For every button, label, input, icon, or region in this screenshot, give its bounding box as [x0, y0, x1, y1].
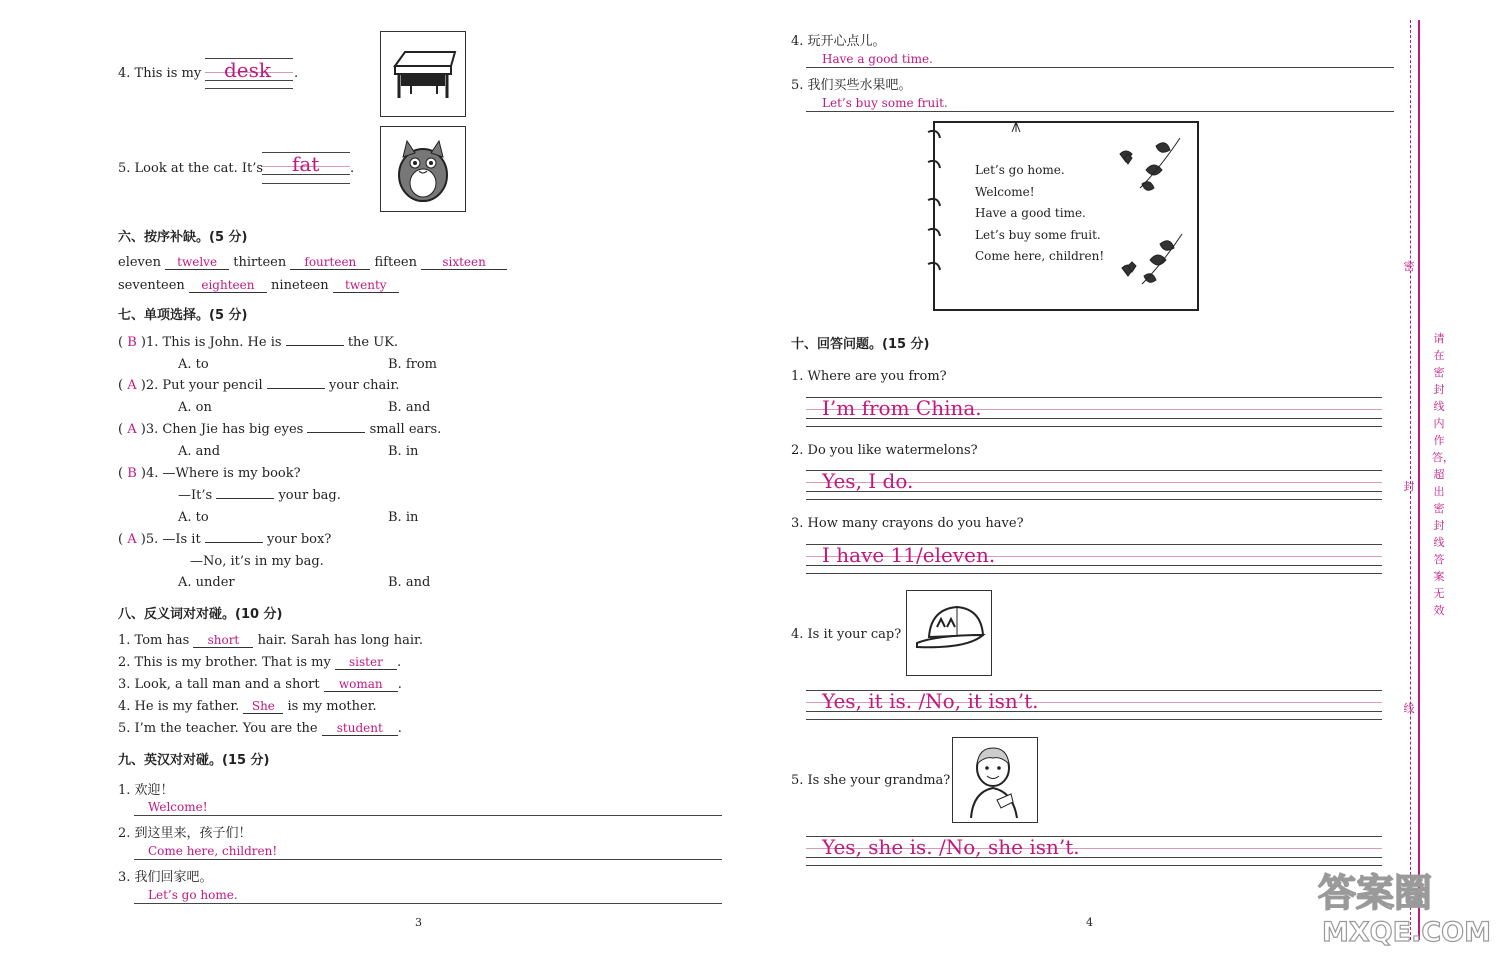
writing-line [806, 865, 1382, 866]
question-answer: I have 11/eleven. [822, 543, 996, 567]
question: 1. Where are you from? [791, 369, 947, 384]
translation-question: 4. 玩开心点儿。 [791, 34, 886, 49]
translation-question: 2. 到这里来，孩子们！ [118, 826, 252, 841]
sec6-row2 [118, 278, 399, 293]
q4-answer: desk [224, 58, 272, 82]
sequence-word: thirteen [233, 255, 287, 270]
translation-question: 5. 我们买些水果吧。 [791, 78, 912, 93]
notebook-illustration [920, 118, 1205, 313]
section-10-title: 十、回答问题。(15 分) [791, 337, 930, 352]
writing-line [205, 88, 293, 89]
question: 3. How many crayons do you have? [791, 516, 1024, 531]
sec6-row1 [118, 255, 507, 270]
seal-mark: 封 [1403, 480, 1415, 493]
antonym-item: 1. Tom has short hair. Sarah has long hair. [118, 633, 423, 648]
seal-notice: 请在密封线内作答，超出密封线答案无效 [1432, 332, 1454, 617]
answer-line [134, 903, 722, 904]
answer-line [134, 859, 722, 860]
mc-option-b: B. and [388, 575, 431, 590]
writing-line [806, 719, 1382, 720]
notebook-line: Let’s go home. [975, 163, 1065, 177]
question-answer: Yes, it is. /No, it isn’t. [822, 689, 1039, 713]
question: 5. Is she your grandma? [791, 773, 951, 788]
sequence-word: nineteen [271, 278, 329, 293]
cap-picture [906, 590, 992, 676]
mc-item-5-sub: —No, it’s in my bag. [190, 554, 324, 569]
page-number: 4 [1086, 916, 1093, 929]
mc-item-1: ( B )1. This is John. He is the UK. [118, 335, 399, 350]
antonym-item: 2. This is my brother. That is my sister . [118, 655, 402, 670]
mc-item-3: ( A )3. Chen Jie has big eyes small ears. [118, 422, 442, 437]
sequence-answer: fourteen [290, 255, 370, 270]
antonym-item: 3. Look, a tall man and a short woman . [118, 677, 402, 692]
question-answer: Yes, I do. [822, 469, 914, 493]
mc-item-2: ( A )2. Put your pencil your chair. [118, 378, 400, 393]
sequence-answer: sixteen [421, 255, 507, 270]
watermark-url: MXQE.COM [1322, 917, 1491, 948]
mc-option-b: B. from [388, 357, 437, 372]
q5-end: . [350, 161, 355, 176]
writing-line [806, 499, 1382, 500]
notebook-line: Come here, children! [975, 249, 1105, 263]
question-answer: I’m from China. [822, 396, 982, 420]
sequence-word: seventeen [118, 278, 185, 293]
writing-line [806, 426, 1382, 427]
notebook-text [975, 160, 1104, 268]
page-number: 3 [415, 916, 422, 929]
antonym-item: 4. He is my father. She is my mother. [118, 699, 377, 714]
sequence-answer: twenty [333, 278, 399, 293]
sequence-word: fifteen [374, 255, 417, 270]
mc-option-a: A. to [178, 357, 209, 372]
section-8-title: 八、反义词对对碰。(10 分) [118, 607, 283, 622]
sequence-word: eleven [118, 255, 161, 270]
answer-line [806, 111, 1394, 112]
mc-option-b: B. in [388, 510, 419, 525]
cat-picture [380, 126, 466, 212]
question: 2. Do you like watermelons? [791, 443, 978, 458]
section-6-title: 六、按序补缺。(5 分) [118, 230, 248, 245]
seal-mark: 密 [1403, 260, 1415, 273]
writing-line [806, 573, 1382, 574]
translation-answer: Welcome! [148, 800, 208, 814]
seal-line [1418, 20, 1420, 940]
translation-answer: Let’s buy some fruit. [822, 96, 948, 110]
notebook-line: Have a good time. [975, 206, 1086, 220]
question-answer: Yes, she is. /No, she isn’t. [822, 835, 1080, 859]
translation-question: 3. 我们回家吧。 [118, 870, 213, 885]
watermark-logo: 答案圈 [1318, 871, 1433, 915]
q4-text: 4. This is my [118, 66, 202, 81]
sequence-answer: twelve [165, 255, 229, 270]
translation-question: 1. 欢迎！ [118, 783, 174, 798]
desk-picture [380, 31, 466, 117]
q4-end: . [294, 66, 299, 81]
writing-line [262, 183, 350, 184]
answer-line [134, 815, 722, 816]
question: 4. Is it your cap? [791, 627, 902, 642]
antonym-item: 5. I’m the teacher. You are the student . [118, 721, 402, 736]
section-7-title: 七、单项选择。(5 分) [118, 308, 248, 323]
notebook-line: Let’s buy some fruit. [975, 227, 1101, 242]
answer-line [806, 67, 1394, 68]
q5-answer: fat [292, 152, 320, 176]
mc-option-a: A. under [178, 575, 235, 590]
mc-item-4: ( B )4. —Where is my book? [118, 466, 301, 481]
seal-mark: 线 [1403, 702, 1415, 715]
mc-option-a: A. on [178, 400, 212, 415]
sequence-answer: eighteen [189, 278, 267, 293]
mc-item-5: ( A )5. —Is it your box? [118, 532, 332, 547]
mc-option-a: A. to [178, 510, 209, 525]
section-9-title: 九、英汉对对碰。(15 分) [118, 753, 270, 768]
mc-option-b: B. in [388, 444, 419, 459]
translation-answer: Let’s go home. [148, 888, 238, 902]
mc-item-4-sub: —It’s your bag. [178, 488, 341, 503]
q5-text: 5. Look at the cat. It’s [118, 161, 264, 176]
translation-answer: Come here, children! [148, 844, 278, 858]
notebook-line: Welcome! [975, 184, 1035, 199]
grandma-picture [952, 737, 1038, 823]
translation-answer: Have a good time. [822, 52, 933, 66]
mc-option-b: B. and [388, 400, 431, 415]
mc-option-a: A. and [178, 444, 221, 459]
